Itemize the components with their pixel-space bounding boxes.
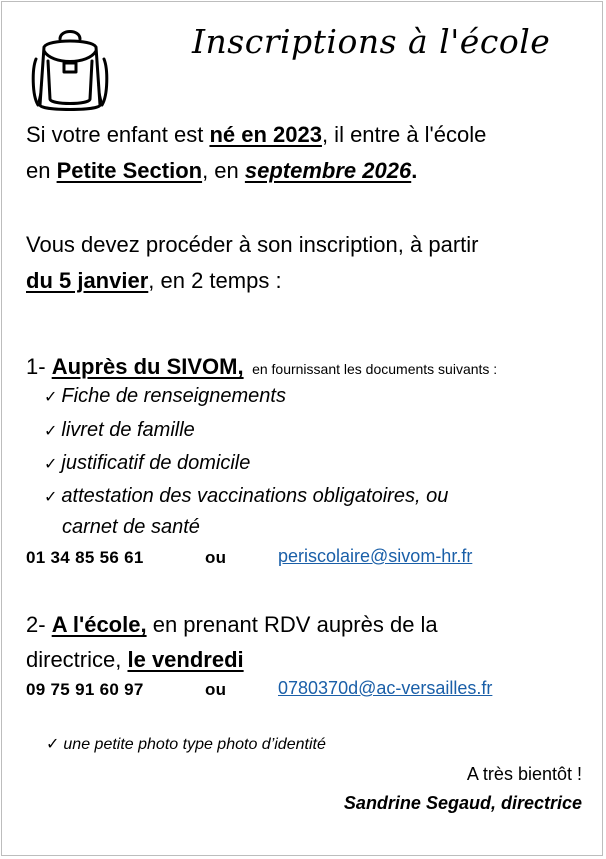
check-icon: ✓ [44, 489, 58, 506]
sivom-phone: 01 34 85 56 61 [26, 548, 144, 567]
check-icon: ✓ [44, 423, 58, 440]
intro-line-2 [26, 158, 417, 184]
step2-line-2 [26, 647, 244, 673]
intro-line-1 [26, 122, 486, 148]
step2-text: en prenant RDV auprès de la [146, 612, 438, 637]
or-label: ou [205, 548, 227, 567]
step2-line-1 [26, 612, 438, 638]
photo-note [46, 734, 326, 754]
school-phone: 09 75 91 60 97 [26, 680, 144, 699]
sivom-email-link[interactable]: periscolaire@sivom-hr.fr [278, 546, 473, 566]
check-icon: ✓ [44, 389, 58, 406]
step1-place: Auprès du SIVOM, [51, 354, 244, 379]
appointment-day: le vendredi [127, 647, 244, 672]
intro-text: , il entre à l'école [321, 122, 487, 147]
procedure-line-2 [26, 268, 282, 294]
document-item-continued: carnet de santé [62, 516, 200, 538]
birth-year: né en 2023 [209, 122, 322, 147]
start-date: septembre 2026 [244, 158, 412, 183]
document-label: Fiche de renseignements [61, 385, 286, 407]
check-icon: ✓ [46, 736, 60, 753]
intro-text: , en [202, 158, 245, 183]
procedure-line-1: Vous devez procéder à son inscription, à partir [26, 232, 479, 257]
step1-heading [26, 354, 497, 380]
step1-note: en fournissant les documents suivants : [252, 361, 498, 377]
document-item [44, 419, 195, 442]
document-label: attestation des vaccinations obligatoires, ou [61, 485, 449, 507]
intro-text: en [26, 158, 57, 183]
photo-note-text: une petite photo type photo d’identité [63, 736, 326, 753]
check-icon: ✓ [44, 456, 58, 473]
document-label: livret de famille [61, 419, 195, 441]
document-item [44, 485, 448, 508]
schoolbag-icon [30, 25, 110, 115]
document-item [44, 452, 250, 475]
step-number: 1- [26, 354, 52, 379]
step-number: 2- [26, 612, 52, 637]
registration-date: du 5 janvier [26, 268, 149, 293]
closing-greeting: A très bientôt ! [466, 764, 582, 784]
intro-text: Si votre enfant est [26, 122, 210, 147]
document-item [44, 385, 286, 408]
intro-text: . [411, 158, 418, 183]
step2-place: A l'école, [51, 612, 147, 637]
signature: Sandrine Segaud, directrice [343, 793, 582, 813]
page-title: Inscriptions à l'école [192, 22, 551, 61]
or-label: ou [205, 680, 227, 699]
document-label: justificatif de domicile [61, 452, 251, 474]
step2-text: directrice, [26, 647, 128, 672]
procedure-text: , en 2 temps : [148, 268, 282, 293]
class-level: Petite Section [56, 158, 203, 183]
school-email-link[interactable]: 0780370d@ac-versailles.fr [278, 678, 493, 698]
